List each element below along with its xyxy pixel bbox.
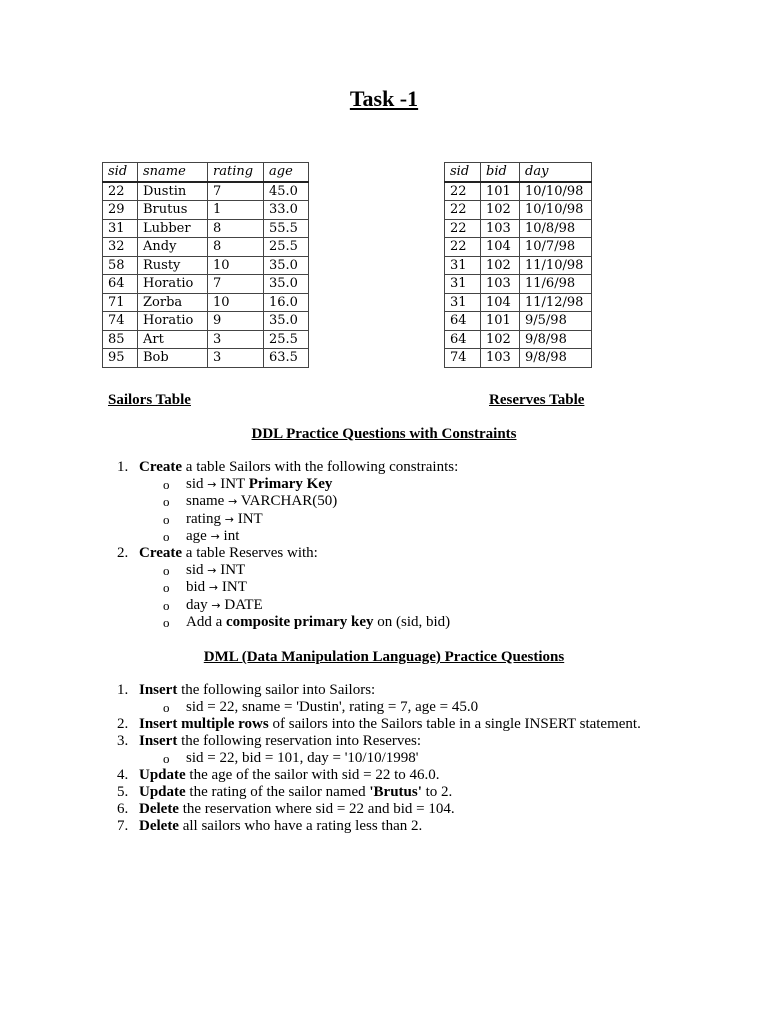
table-cell: 11/12/98 [520,293,592,312]
table-cell: 22 [445,238,481,257]
question-text [139,801,455,818]
question-rest: the rating of the sailor named [185,784,370,800]
table-cell: 25.5 [264,238,309,257]
table-row [445,349,592,368]
table-row [103,238,309,257]
column-constraint [186,579,247,596]
bullet: o [163,529,170,544]
list-number: 5. [117,784,129,800]
column-header: age [264,163,309,182]
table-row [103,219,309,238]
table-cell: 74 [445,349,481,368]
keyword: 'Brutus' [369,784,422,800]
table-cell: Andy [138,238,208,257]
table-cell: 102 [481,330,520,349]
table-cell: 9/8/98 [520,349,592,368]
keyword: Create [139,459,183,475]
question-text [139,767,440,784]
values-text: sid = 22, bid = 101, day = '10/10/1998' [186,750,419,766]
arrow-icon: → [208,581,219,594]
table-cell: 102 [481,201,520,220]
column-name: sname [186,493,225,509]
table-cell: 64 [445,330,481,349]
table-cell: 9/5/98 [520,312,592,331]
question-text [139,818,422,835]
keyword: Delete [139,818,179,834]
note-text: Add a [186,614,226,630]
question-rest: a table Sailors with the following constraints: [182,459,459,475]
column-constraint [186,597,263,614]
table-cell: 58 [103,256,138,275]
arrow-icon: → [228,495,238,508]
bullet: o [163,580,170,595]
table-cell: 22 [103,182,138,201]
column-header: bid [481,163,520,182]
column-type: INT [220,562,246,578]
constraint-note [186,614,450,631]
table-cell: 32 [103,238,138,257]
bullet: o [163,700,170,715]
table-cell: 45.0 [264,182,309,201]
table-row [445,219,592,238]
question-rest: the age of the sailor with sid = 22 to 46.0. [185,767,440,783]
bullet: o [163,598,170,613]
column-name: sid [186,562,204,578]
table-cell: 104 [481,293,520,312]
question-text [139,716,641,733]
table-row [445,201,592,220]
question-text [139,733,421,750]
table-cell: 35.0 [264,312,309,331]
column-header: sid [103,163,138,182]
keyword: Insert [139,682,178,698]
table-cell: 31 [445,256,481,275]
table-cell: 10/8/98 [520,219,592,238]
question-text [139,682,375,699]
table-row [103,293,309,312]
table-row [103,330,309,349]
page-title: Task -1 [349,86,419,111]
column-type: INT [220,476,249,492]
list-number: 3. [117,733,129,749]
table-cell: 22 [445,201,481,220]
question-rest: to 2. [421,784,453,800]
column-header: sname [138,163,208,182]
question-rest: the reservation where sid = 22 and bid = 104. [178,801,455,817]
table-cell: 10/7/98 [520,238,592,257]
table-row [445,182,592,201]
column-type: INT [237,511,263,527]
table-cell: 55.5 [264,219,309,238]
table-cell: 9 [208,312,264,331]
table-row [103,201,309,220]
table-cell: 103 [481,349,520,368]
table-row [103,349,309,368]
bullet: o [163,494,170,509]
table-cell: 10 [208,256,264,275]
reserves-table-header [445,163,592,182]
table-cell: 35.0 [264,256,309,275]
table-cell: 1 [208,201,264,220]
table-row [103,256,309,275]
keyword: Insert [139,733,178,749]
table-row [445,330,592,349]
values-text: sid = 22, sname = 'Dustin', rating = 7, age = 45.0 [186,699,479,715]
table-cell: 35.0 [264,275,309,294]
table-cell: 101 [481,312,520,331]
table-cell: 22 [445,182,481,201]
sailors-table [102,162,309,368]
table-cell: Rusty [138,256,208,275]
dml-heading: DML (Data Manipulation Language) Practice Questions [203,649,565,665]
table-cell: 8 [208,238,264,257]
table-cell: 10 [208,293,264,312]
table-cell: 102 [481,256,520,275]
table-cell: 25.5 [264,330,309,349]
column-type: int [223,528,240,544]
table-row [445,312,592,331]
table-row [103,182,309,201]
table-cell: 63.5 [264,349,309,368]
table-cell: 3 [208,349,264,368]
table-row [103,275,309,294]
column-header: sid [445,163,481,182]
arrow-icon: → [224,513,234,526]
note-text: on (sid, bid) [373,614,451,630]
column-name: sid [186,476,204,492]
table-row [445,238,592,257]
table-cell: 103 [481,219,520,238]
ddl-heading: DDL Practice Questions with Constraints [251,426,517,442]
arrow-icon: → [211,599,221,612]
keyword: Update [139,767,186,783]
list-number: 2. [117,545,129,561]
table-row [445,275,592,294]
reserves-table-caption: Reserves Table [489,392,585,408]
arrow-icon: → [210,530,220,543]
table-cell: Art [138,330,208,349]
list-number: 1. [117,459,129,475]
table-cell: 31 [445,293,481,312]
column-header: rating [208,163,264,182]
column-constraint [186,528,239,545]
table-cell: Brutus [138,201,208,220]
table-cell: 9/8/98 [520,330,592,349]
table-cell: 11/10/98 [520,256,592,275]
question-text [139,545,318,562]
reserves-table-body [445,182,592,368]
column-name: day [186,597,208,613]
table-cell: 29 [103,201,138,220]
keyword: Insert multiple rows [139,716,269,732]
column-name: bid [186,579,206,595]
table-cell: Lubber [138,219,208,238]
column-type: DATE [224,597,263,613]
list-number: 1. [117,682,129,698]
column-constraint [186,562,245,579]
reserves-table [444,162,592,368]
sailors-table-caption: Sailors Table [108,392,191,408]
table-cell: Zorba [138,293,208,312]
keyword: Update [139,784,186,800]
table-cell: Horatio [138,275,208,294]
table-cell: 95 [103,349,138,368]
column-name: age [186,528,207,544]
arrow-icon: → [207,478,217,491]
table-row [445,256,592,275]
bullet: o [163,615,170,630]
bullet: o [163,751,170,766]
bullet: o [163,477,170,492]
table-cell: 64 [103,275,138,294]
question-rest: all sailors who have a rating less than 2. [178,818,423,834]
table-cell: 7 [208,182,264,201]
column-constraint [186,511,263,528]
list-number: 6. [117,801,129,817]
table-cell: 33.0 [264,201,309,220]
column-type: INT [221,579,247,595]
question-rest: the following sailor into Sailors: [177,682,376,698]
table-cell: 10/10/98 [520,182,592,201]
table-cell: 85 [103,330,138,349]
sailors-table-body [103,182,309,368]
table-cell: Horatio [138,312,208,331]
table-cell: 3 [208,330,264,349]
column-name: rating [186,511,221,527]
question-text [139,459,458,476]
table-cell: 11/6/98 [520,275,592,294]
table-cell: 104 [481,238,520,257]
list-number: 2. [117,716,129,732]
constraint-label: Primary Key [248,476,333,492]
sailors-table-header [103,163,309,182]
table-cell: 103 [481,275,520,294]
question-rest: of sailors into the Sailors table in a single INSERT statement. [268,716,641,732]
table-cell: Bob [138,349,208,368]
constraint-label: composite primary key [226,614,374,630]
column-constraint [186,476,332,493]
keyword: Delete [139,801,179,817]
table-row [103,312,309,331]
column-type: VARCHAR(50) [240,493,338,509]
table-cell: 16.0 [264,293,309,312]
table-row [445,293,592,312]
table-cell: 74 [103,312,138,331]
column-constraint [186,493,337,510]
table-cell: 7 [208,275,264,294]
table-cell: 64 [445,312,481,331]
table-cell: 31 [103,219,138,238]
column-header: day [520,163,592,182]
table-cell: 101 [481,182,520,201]
table-cell: 71 [103,293,138,312]
question-rest: the following reservation into Reserves: [177,733,422,749]
question-text [139,784,452,801]
question-rest: a table Reserves with: [182,545,318,561]
table-cell: 10/10/98 [520,201,592,220]
list-number: 4. [117,767,129,783]
list-number: 7. [117,818,129,834]
keyword: Create [139,545,183,561]
table-cell: 8 [208,219,264,238]
bullet: o [163,512,170,527]
table-cell: 22 [445,219,481,238]
bullet: o [163,563,170,578]
table-cell: Dustin [138,182,208,201]
arrow-icon: → [207,564,217,577]
table-cell: 31 [445,275,481,294]
